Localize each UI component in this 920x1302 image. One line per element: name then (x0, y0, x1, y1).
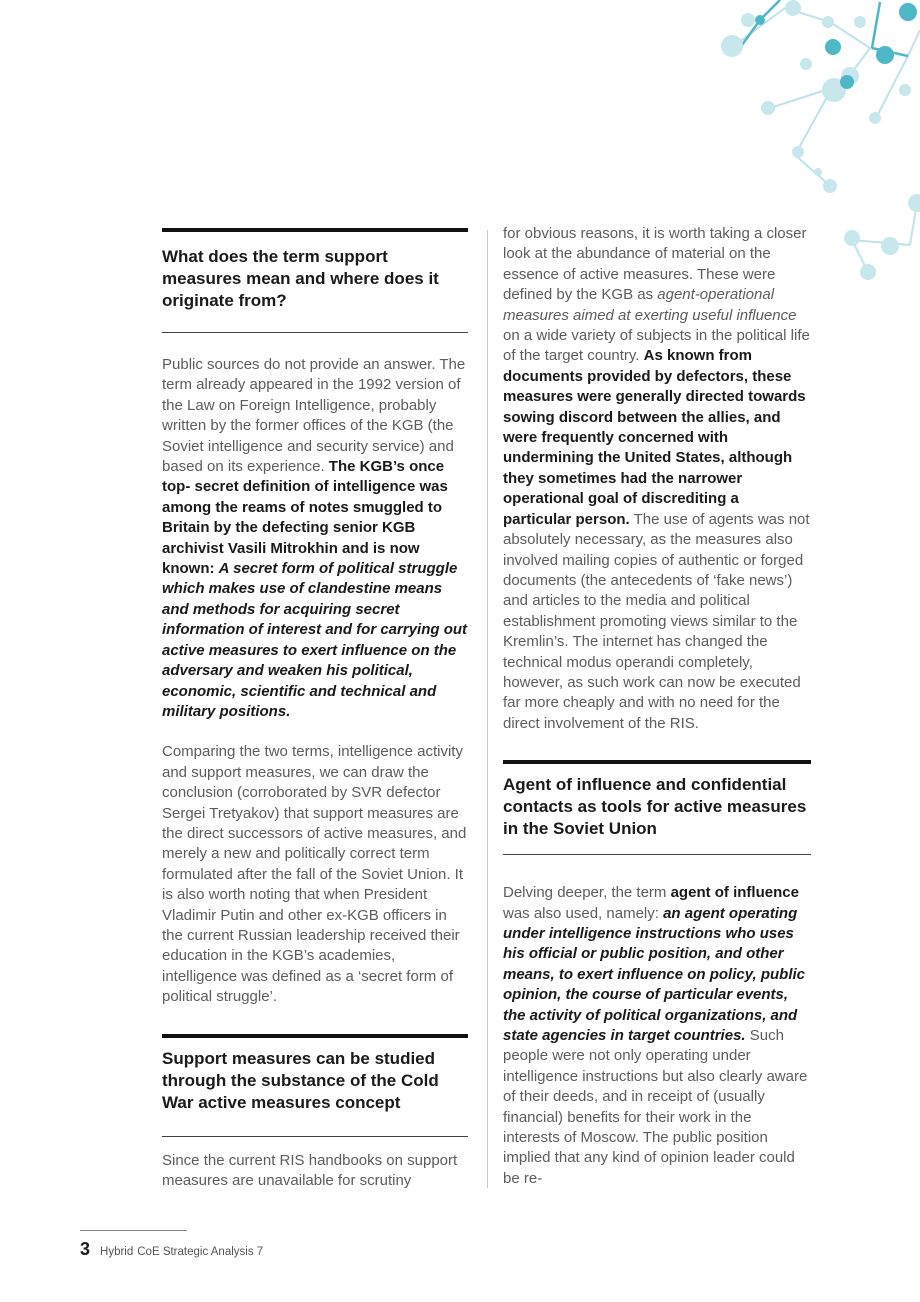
paragraph-comparison: Comparing the two terms, intelligence activity and support measures, we can draw the conclusion (corroborated by SVR defector Sergei Tretyakov) that support measures are the direct successors of active measures, and merely a new and politically correct term formulated after the fall of the Soviet Union. It is also worth noting that when President Vladimir Putin and other ex-KGB officers in the current Russian leadership received their education in the KGB’s academies, intelligence was defined as a ‘secret form of political struggle’. (162, 743, 467, 1006)
column-divider (487, 230, 488, 1188)
page-number: 3 (80, 1239, 91, 1259)
paragraph-term-origin: Public sources do not provide an answer. The term already appeared in the 1992 version of the Law on Foreign Intelligence, probably written by the former offices of the KGB (the Soviet intelligence and security service) and based on its experience. The KGB’s once top- secret definition of intelligence was among the reams of notes smuggled to Britain by the defecting senior KGB archivist Vasili Mitrokhin and is now known: A secret form of political struggle which makes use of clandestine means and methods for acquiring secret information of interest and for carrying out active measures to exert influence on the adversary and weaken his political, economic, scientific and technical and military positions. (162, 356, 468, 720)
section-heading-box (162, 1034, 468, 1137)
paragraph-handbooks: Since the current RIS handbooks on support measures are unavailable for scrutiny (162, 1151, 458, 1189)
section-heading-cold-war: Support measures can be studied through the substance of the Cold War active measures concept (162, 1048, 439, 1112)
footer-divider (80, 1230, 187, 1231)
section-heading-box (162, 228, 468, 333)
section-heading-box (503, 760, 811, 855)
section-heading-agent-of-influence: Agent of influence and confidential contacts as tools for active measures in the Soviet Union (503, 775, 807, 839)
publication-title: Hybrid CoE Strategic Analysis 7 (100, 1246, 264, 1258)
left-column (162, 228, 468, 1211)
paragraph-active-measures: for obvious reasons, it is worth taking a closer look at the abundance of material on the essence of active measures. These were defined by the KGB as agent-operational measures aimed at exerting useful influence on a wide variety of subjects in the political life of the target country. As known from documents provided by defectors, these measures were generally directed towards sowing discord between the allies, and were frequently concerned with undermining the United States, although they sometimes had the narrower operational goal of discrediting a particular person. The use of agents was not absolutely necessary, as the measures also involved mailing copies of authentic or forged documents (the antecedents of ‘fake news’) and articles to the media and political establishment promoting views similar to the Kremlin’s. The internet has changed the technical modus operandi completely, however, as such work can now be executed far more cheaply and with no need for the direct involvement of the RIS. (503, 225, 810, 732)
right-column (503, 224, 811, 1209)
section-heading-term-origin: What does the term support measures mean and where does it originate from? (162, 247, 439, 310)
page-footer (80, 1239, 263, 1260)
paragraph-agent-of-influence: Delving deeper, the term agent of influence was also used, namely: an agent operating under intelligence instructions who uses his official or public position, and other means, to exert influence on policy, public opinion, the course of particular events, the activity of political organizations, and state agencies in target countries. Such people were not only operating under intelligence instructions but also clearly aware of their deeds, and in receipt of (usually financial) benefits for their work in the interests of Moscow. The public position implied that any kind of opinion leader could be re- (503, 884, 808, 1187)
